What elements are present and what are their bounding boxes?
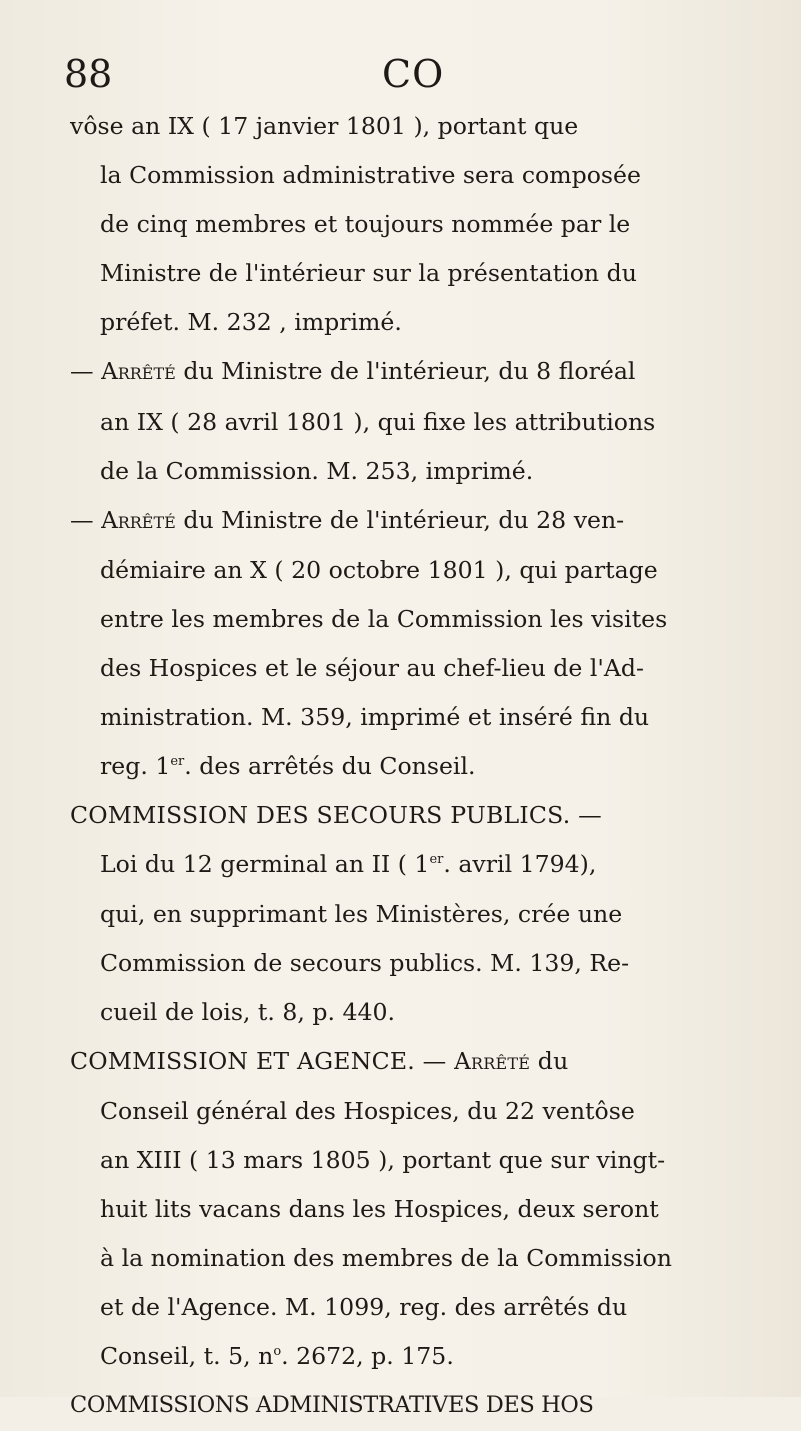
text-line xyxy=(70,742,766,791)
text-line: vôse an IX ( 17 janvier 1801 ), portant que xyxy=(70,112,579,140)
entry-heading: COMMISSION DES SECOURS PUBLICS. — xyxy=(70,801,602,830)
text-line: ministration. M. 359, imprimé et inséré fin du xyxy=(100,703,650,732)
small-caps-term: Arrêté xyxy=(101,359,176,386)
superscript: er xyxy=(429,852,444,868)
text-run: du Ministre de l'intérieur, du 8 floréal xyxy=(175,357,636,386)
dash: — xyxy=(70,505,102,534)
text-line xyxy=(70,496,766,546)
text-run: Loi du 12 germinal an II ( 1 xyxy=(100,850,430,879)
entry-arrete-floreal xyxy=(70,347,766,495)
text-run: du Ministre de l'intérieur, du 28 ven- xyxy=(175,505,625,534)
body-text xyxy=(70,102,766,1431)
entry-arrete-vendemiaire xyxy=(70,496,766,792)
text-line: à la nomination des membres de la Commission xyxy=(100,1244,672,1273)
text-line: des Hospices et le séjour au chef-lieu de l'Ad- xyxy=(100,654,644,683)
text-line: de la Commission. M. 253, imprimé. xyxy=(100,456,534,485)
page-number: 88 xyxy=(64,52,113,96)
text-line xyxy=(70,840,766,889)
superscript: o xyxy=(273,1344,282,1360)
small-caps-term: Arrêté xyxy=(454,1048,531,1075)
text-line: et de l'Agence. M. 1099, reg. des arrêtés du xyxy=(100,1293,628,1322)
text-run: Conseil, t. 5, n xyxy=(100,1342,274,1371)
text-run: reg. 1 xyxy=(100,752,171,781)
entry-commission-secours xyxy=(70,791,766,1036)
heading-run: COMMISSION ET AGENCE. — xyxy=(70,1046,455,1075)
text-line: Conseil général des Hospices, du 22 ventôse xyxy=(100,1096,635,1125)
text-line: démiaire an X ( 20 octobre 1801 ), qui partage xyxy=(100,555,658,584)
entry-heading: COMMISSIONS ADMINISTRATIVES DES HOS xyxy=(70,1392,594,1419)
entry-continuation xyxy=(70,102,766,347)
entry-commission-agence xyxy=(70,1037,766,1382)
text-line: préfet. M. 232 , imprimé. xyxy=(100,308,402,337)
text-line xyxy=(70,1332,766,1381)
text-line: la Commission administrative sera composée xyxy=(100,161,641,190)
entry-commissions-administratives xyxy=(70,1381,766,1430)
text-line xyxy=(70,347,766,397)
text-line: Ministre de l'intérieur sur la présentation du xyxy=(100,259,637,288)
text-run: . 2672, p. 175. xyxy=(281,1342,454,1371)
text-run: du xyxy=(530,1046,569,1075)
superscript: er xyxy=(170,754,185,770)
text-line: cueil de lois, t. 8, p. 440. xyxy=(100,997,396,1026)
page-header xyxy=(64,44,744,104)
text-run: . avril 1794), xyxy=(443,850,597,879)
small-caps-term: Arrêté xyxy=(101,507,176,534)
text-line: de cinq membres et toujours nommée par le xyxy=(100,210,631,239)
text-line: huit lits vacans dans les Hospices, deux seront xyxy=(100,1195,659,1224)
text-run: . des arrêtés du Conseil. xyxy=(184,752,476,781)
text-line: qui, en supprimant les Ministères, crée une xyxy=(100,899,623,928)
text-line: an IX ( 28 avril 1801 ), qui fixe les attributions xyxy=(100,407,656,436)
text-line: entre les membres de la Commission les visites xyxy=(100,604,668,633)
running-head: CO xyxy=(382,52,445,96)
text-line: Commission de secours publics. M. 139, Re- xyxy=(100,948,630,977)
text-line: an XIII ( 13 mars 1805 ), portant que sur vingt- xyxy=(100,1145,666,1174)
entry-heading xyxy=(70,1037,766,1087)
dash: — xyxy=(70,357,102,386)
